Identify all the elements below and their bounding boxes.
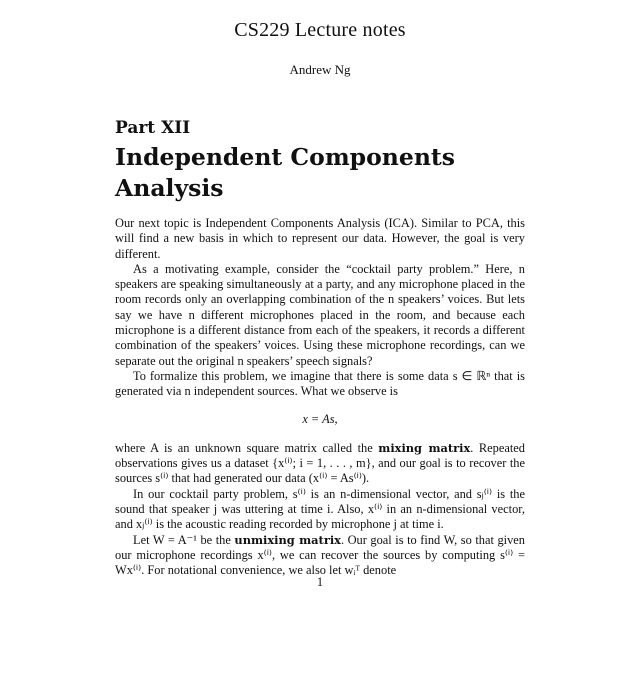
page-number: 1 (316, 575, 324, 589)
part-label: Part XII (115, 118, 191, 138)
equation-mixing: x = As, (302, 411, 338, 426)
paragraph-formalize: To formalize this problem, we imagine that there is some data s ∈ ℝⁿ that is generated via n independent sources. What we observe is (115, 368, 525, 399)
chapter-title: Independent Components Analysis (115, 143, 455, 202)
body-text (115, 216, 525, 579)
paragraph-unmixing-text-b: . Our goal is to find W, so that given our microphone recordings x⁽ⁱ⁾, we can recover the sources by computing s⁽ⁱ⁾ = Wx⁽ⁱ⁾. For notational convenience, we also let wᵢᵀ denote (115, 532, 526, 578)
paragraph-unmixing-matrix (115, 533, 525, 579)
document-title: CS229 Lecture notes (234, 19, 406, 41)
paragraph-mixing-text-a: where A is an unknown square matrix called the (115, 440, 373, 455)
paragraph-unmixing-text-a: Let W = A⁻¹ be the (133, 532, 231, 547)
paragraph-intro: Our next topic is Independent Components Analysis (ICA). Similar to PCA, this will find a new basis in which to represent our data. However, the goal is very different. (115, 216, 525, 261)
term-unmixing-matrix: unmixing matrix (234, 532, 341, 547)
paragraph-mixing-matrix (115, 441, 525, 487)
document-author: Andrew Ng (289, 62, 351, 77)
term-mixing-matrix: mixing matrix (378, 440, 471, 455)
paragraph-mixing-text-b: . Repeated observations gives us a dataset {x⁽ⁱ⁾; i = 1, . . . , m}, and our goal is to recover the sources s⁽ⁱ⁾ that had generated our data (x⁽ⁱ⁾ = As⁽ⁱ⁾). (115, 440, 526, 486)
paragraph-cocktail-party: As a motivating example, consider the “cocktail party problem.” Here, n speakers are speaking simultaneously at a party, and any microphone placed in the room records only an overlapping combination of the n speakers’ voices. But lets say we have n different microphones placed in the room, and because each microphone is a different distance from each of the speakers, it records a different combination of the speakers’ voices. Using these microphone recordings, can we separate out the original n speakers’ speech signals? (115, 261, 525, 368)
paragraph-dimensions: In our cocktail party problem, s⁽ⁱ⁾ is an n-dimensional vector, and sⱼ⁽ⁱ⁾ is the sound that speaker j was uttering at time i. Also, x⁽ⁱ⁾ in an n-dimensional vector, and xⱼ⁽ⁱ⁾ is the acoustic reading recorded by microphone j at time i. (115, 486, 525, 532)
